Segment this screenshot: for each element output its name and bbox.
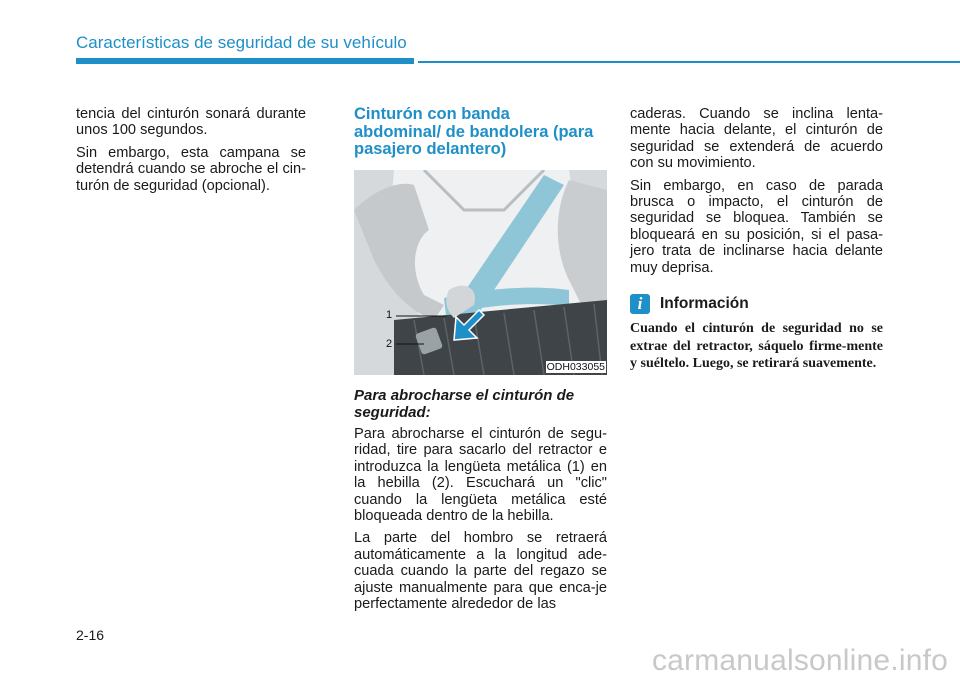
seatbelt-figure	[354, 170, 607, 375]
watermark: carmanualsonline.info	[651, 644, 948, 677]
page-number: 2-16	[76, 627, 105, 643]
column-left	[76, 106, 306, 200]
paragraph: caderas. Cuando se inclina lenta-mente hacia delante, el cinturón de seguridad se extenderá de acuerdo con su movimiento.	[630, 106, 883, 172]
paragraph: Sin embargo, esta campana se detendrá cuando se abroche el cin-turón de seguridad (opcional).	[76, 144, 306, 194]
paragraph: La parte del hombro se retraerá automáticamente a la longitud ade-cuada cuando la parte del regazo se ajuste manualmente para que enca-je perfectamente alrededor de las	[354, 530, 607, 613]
subheading: Para abrocharse el cinturón de seguridad:	[354, 387, 575, 421]
page-header-title: Características de seguridad de su vehículo	[76, 33, 407, 52]
column-right	[630, 106, 883, 282]
info-title: Información	[660, 295, 749, 312]
header-bar-thick	[76, 58, 414, 64]
callout-number-2: 2	[386, 338, 393, 350]
callout-number-1: 1	[386, 309, 393, 321]
column-middle-body	[354, 426, 607, 618]
section-title: Cinturón con banda abdominal/ de bandolera (para pasajero delantero)	[354, 105, 594, 158]
info-icon: i	[630, 294, 650, 314]
info-body: Cuando el cinturón de seguridad no se extrae del retractor, sáquelo firme-mente y suéltelo. Luego, se retirará suavemente.	[630, 321, 883, 371]
column-middle	[354, 106, 607, 159]
info-heading	[630, 292, 749, 316]
paragraph: Para abrocharse el cinturón de segu-ridad, tire para sacarlo del retractor e introduzca la lengüeta metálica (1) en la hebilla (2). Escuchará un "clic" cuando la lengüeta metálica esté bloqueada dentro de la hebilla.	[354, 426, 607, 525]
figure-code: ODH033055	[546, 361, 605, 373]
paragraph: Sin embargo, en caso de parada brusca o impacto, el cinturón de seguridad se bloquea. También se bloqueará en su posición, si el pasa-jero trata de inclinarse hacia delante muy deprisa.	[630, 177, 883, 276]
header-bar-thin	[418, 61, 960, 63]
paragraph: tencia del cinturón sonará durante unos 100 segundos.	[76, 106, 306, 139]
